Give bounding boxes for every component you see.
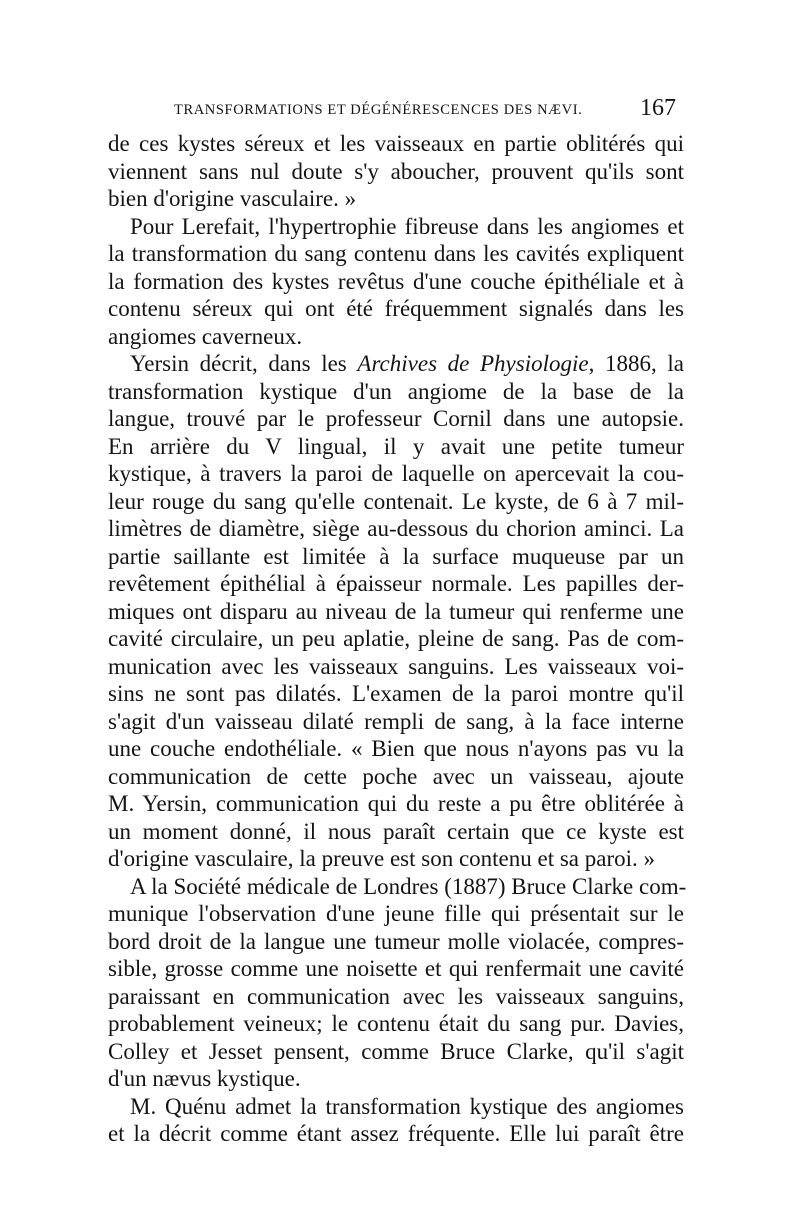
text-line: communication de cette poche avec un vaisseau, ajoute	[108, 763, 684, 789]
text-line: cavité circulaire, un peu aplatie, pleine de sang. Pas de com-	[108, 626, 684, 651]
paragraph	[108, 873, 687, 1093]
text-line: contenu séreux qui ont été fréquemment signalés dans les	[108, 296, 684, 321]
text-line: paraissant en communication avec les vaisseaux sanguins,	[108, 983, 684, 1009]
text-line: d'origine vasculaire, la preuve est son contenu et sa paroi. »	[108, 846, 656, 871]
text-line: A la Société médicale de Londres (1887) Bruce Clarke com-	[130, 873, 687, 899]
text-line: bien d'origine vasculaire. »	[108, 186, 357, 211]
journal-title: Archives de Physiologie	[357, 351, 589, 376]
book-page	[108, 94, 687, 1148]
text-line: d'un nævus kystique.	[108, 1066, 301, 1091]
text-line: sible, grosse comme une noisette et qui renfermait une cavité	[108, 956, 684, 981]
paragraph	[108, 350, 684, 873]
body-text	[108, 130, 687, 1148]
text-line: langue, trouvé par le professeur Cornil dans une autopsie.	[108, 406, 684, 431]
page-number: 167	[640, 95, 676, 121]
running-title: TRANSFORMATIONS ET DÉGÉNÉRESCENCES DES NÆVI.	[174, 102, 583, 118]
text-line: sins ne sont pas dilatés. L'examen de la paroi montre qu'il	[108, 681, 684, 706]
running-header	[108, 94, 684, 130]
paragraph	[108, 130, 684, 213]
text-line: munique l'observation d'une jeune fille qui présentait sur le	[108, 901, 684, 926]
text-line: un moment donné, il nous paraît certain que ce kyste est	[108, 818, 684, 844]
text-line: probablement veineux; le contenu était du sang pur. Davies,	[108, 1011, 684, 1036]
text-line: s'agit d'un vaisseau dilaté rempli de sang, à la face interne	[108, 708, 684, 734]
text-line: et la décrit comme étant assez fréquente. Elle lui paraît être	[108, 1121, 684, 1146]
text-line: partie saillante est limitée à la surface muqueuse par un	[108, 543, 684, 569]
text-line: M. Quénu admet la transformation kystique des angiomes	[130, 1093, 684, 1119]
text-line: En arrière du V lingual, il y avait une petite tumeur	[108, 433, 684, 459]
text-line: kystique, à travers la paroi de laquelle on apercevait la cou-	[108, 461, 684, 486]
text-line: de ces kystes séreux et les vaisseaux en partie oblitérés qui	[108, 131, 684, 156]
text-line: la transformation du sang contenu dans les cavités expliquent	[108, 241, 684, 266]
text-line: une couche endothéliale. « Bien que nous n'ayons pas vu la	[108, 736, 684, 761]
text-line: transformation kystique d'un angiome de la base de la	[108, 378, 684, 404]
text-line: miques ont disparu au niveau de la tumeur qui renferme une	[108, 598, 684, 624]
text-line: munication avec les vaisseaux sanguins. Les vaisseaux voi-	[108, 653, 684, 679]
text-line: angiomes caverneux.	[108, 323, 303, 349]
text-line: bord droit de la langue une tumeur molle violacée, compres-	[108, 928, 684, 954]
paragraph	[108, 1093, 684, 1148]
text-line: Pour Lerefait, l'hypertrophie fibreuse dans les angiomes et	[130, 213, 684, 239]
text-line: viennent sans nul doute s'y aboucher, prouvent qu'ils sont	[108, 158, 684, 184]
text-line: leur rouge du sang qu'elle contenait. Le kyste, de 6 à 7 mil-	[108, 488, 684, 514]
paragraph	[108, 213, 684, 351]
text-line: M. Yersin, communication qui du reste a pu être oblitérée à	[108, 791, 684, 816]
text-line: Colley et Jesset pensent, comme Bruce Clarke, qu'il s'agit	[108, 1038, 684, 1064]
text-line: limètres de diamètre, siège au-dessous du chorion aminci. La	[108, 516, 684, 541]
text-line: la formation des kystes revêtus d'une couche épithéliale et à	[108, 268, 684, 294]
text-line: revêtement épithélial à épaisseur normale. Les papilles der-	[108, 571, 684, 596]
text-line: Yersin décrit, dans les Archives de Physiologie, 1886, la	[130, 351, 684, 376]
